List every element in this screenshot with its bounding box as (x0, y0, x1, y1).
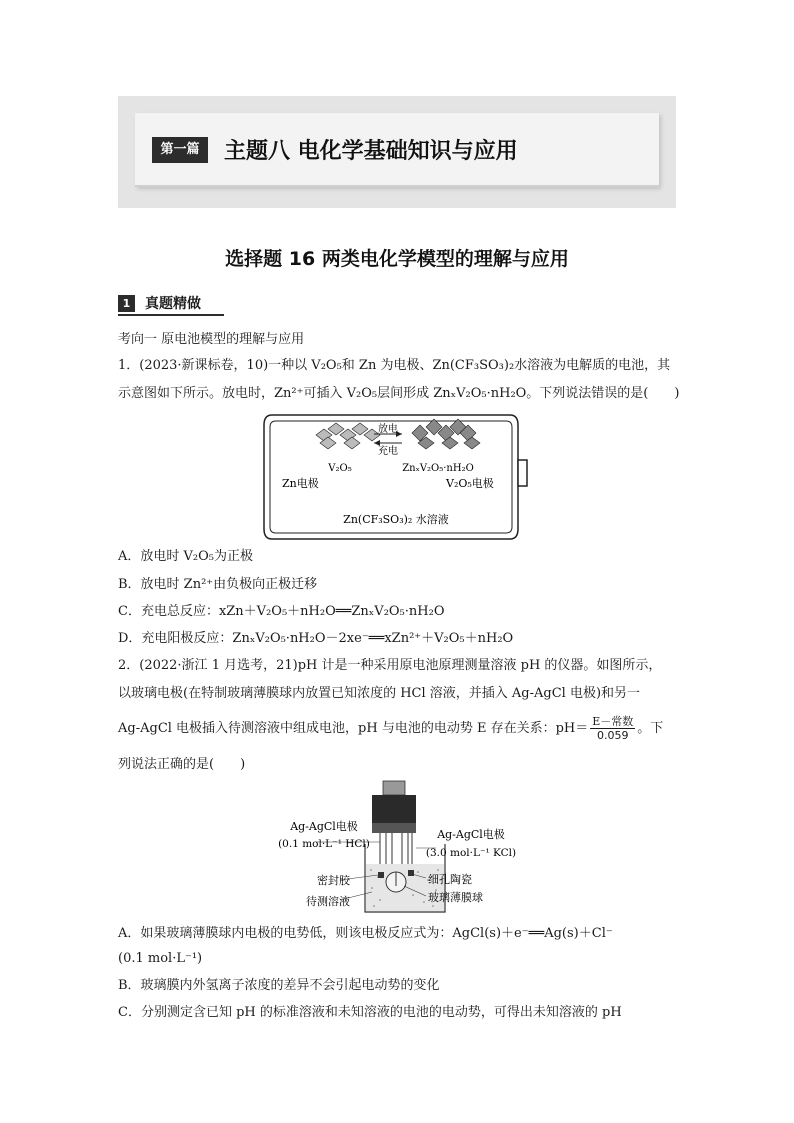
q2-stem-line1: 2．(2022·浙江 1 月选考，21)pH 计是一种采用原电池原理测量溶液 pH 的仪器。如图所示， (118, 658, 662, 673)
q1-option-d: D．充电阳极反应：ZnₓV₂O₅·nH₂O－2xe⁻══xZn²⁺＋V₂O₅＋nH₂O (118, 631, 514, 646)
q2-stem-line2: 以玻璃电极(在特制玻璃薄膜球内放置已知浓度的 HCl 溶液，并插入 Ag-AgCl 电极)和另一 (118, 686, 641, 701)
q1-option-c: C．充电总反应：xZn＋V₂O₅＋nH₂O══ZnₓV₂O₅·nH₂O (118, 604, 445, 619)
v2o5-electrode-label: V₂O₅电极 (446, 477, 494, 490)
porous-ceramic-label: 细孔陶瓷 (428, 873, 472, 886)
q2-option-a-cont: (0.1 mol·L⁻¹) (118, 951, 203, 966)
q1-stem-line1: 1．(2023·新课标卷，10)一种以 V₂O₅和 Zn 为电极、Zn(CF₃SO₃)₂水溶液为电解质的电池，其 (118, 358, 671, 373)
seal-label: 密封胶 (317, 874, 350, 887)
battery-diagram (262, 411, 532, 541)
q2-stem-line3 (118, 714, 663, 744)
subsection-label: 真题精做 (145, 296, 201, 312)
test-solution-label: 待测溶液 (306, 895, 350, 908)
direction-heading: 考向一 原电池模型的理解与应用 (118, 332, 305, 347)
topic-title: 主题八 电化学基础知识与应用 (224, 139, 518, 164)
part-badge: 第一篇 (152, 137, 208, 163)
subsection-underline (118, 314, 224, 316)
v2o5-crystal-icon (316, 423, 380, 449)
right-concentration-label: (3.0 mol·L⁻¹ KCl) (425, 847, 517, 859)
electrolyte-label: Zn(CF₃SO₃)₂ 水溶液 (343, 513, 449, 526)
q1-stem-line2: 示意图如下所示。放电时，Zn²⁺可插入 V₂O₅层间形成 ZnₓV₂O₅·nH₂O。下列说法错误的是( ) (118, 386, 680, 401)
product-label: ZnₓV₂O₅·nH₂O (402, 463, 474, 474)
right-electrode-label: Ag-AgCl电极 (437, 828, 505, 841)
fraction-numerator: E－常数 (592, 715, 634, 728)
q1-option-a: A．放电时 V₂O₅为正极 (118, 549, 253, 564)
glass-ball-label: 玻璃薄膜球 (428, 891, 483, 904)
section-title: 选择题 16 两类电化学模型的理解与应用 (225, 248, 569, 270)
v2o5-label: V₂O₅ (328, 463, 352, 474)
left-concentration-label: (0.1 mol·L⁻¹ HCl) (278, 838, 370, 850)
fraction-denominator: 0.059 (597, 729, 629, 742)
zn-electrode-label: Zn电极 (282, 477, 319, 490)
q2-option-c: C．分别测定含已知 pH 的标准溶液和未知溶液的电池的电动势，可得出未知溶液的 pH (118, 1005, 622, 1020)
q2-option-a: A．如果玻璃薄膜球内电极的电势低，则该电极反应式为：AgCl(s)＋e⁻══Ag(s)＋Cl⁻ (118, 926, 613, 941)
subsection-number-icon: 1 (118, 295, 135, 312)
q2-stem-line3-pre: Ag-AgCl 电极插入待测溶液中组成电池，pH 与电池的电动势 E 存在关系：pH＝ (118, 721, 589, 736)
q2-option-b: B．玻璃膜内外氢离子浓度的差异不会引起电动势的变化 (118, 978, 440, 993)
charge-label: 充电 (378, 446, 398, 457)
zn-v2o5-crystal-icon (412, 419, 480, 449)
q1-option-b: B．放电时 Zn²⁺由负极向正极迁移 (118, 577, 318, 592)
q2-stem-line3-post: 。下 (637, 721, 664, 736)
ph-meter-diagram (268, 780, 538, 918)
q2-stem-line4: 列说法正确的是( ) (118, 757, 246, 772)
left-electrode-label: Ag-AgCl电极 (290, 820, 358, 833)
ph-formula-fraction (590, 715, 635, 742)
subsection-header (118, 292, 201, 314)
discharge-label: 放电 (378, 424, 398, 435)
